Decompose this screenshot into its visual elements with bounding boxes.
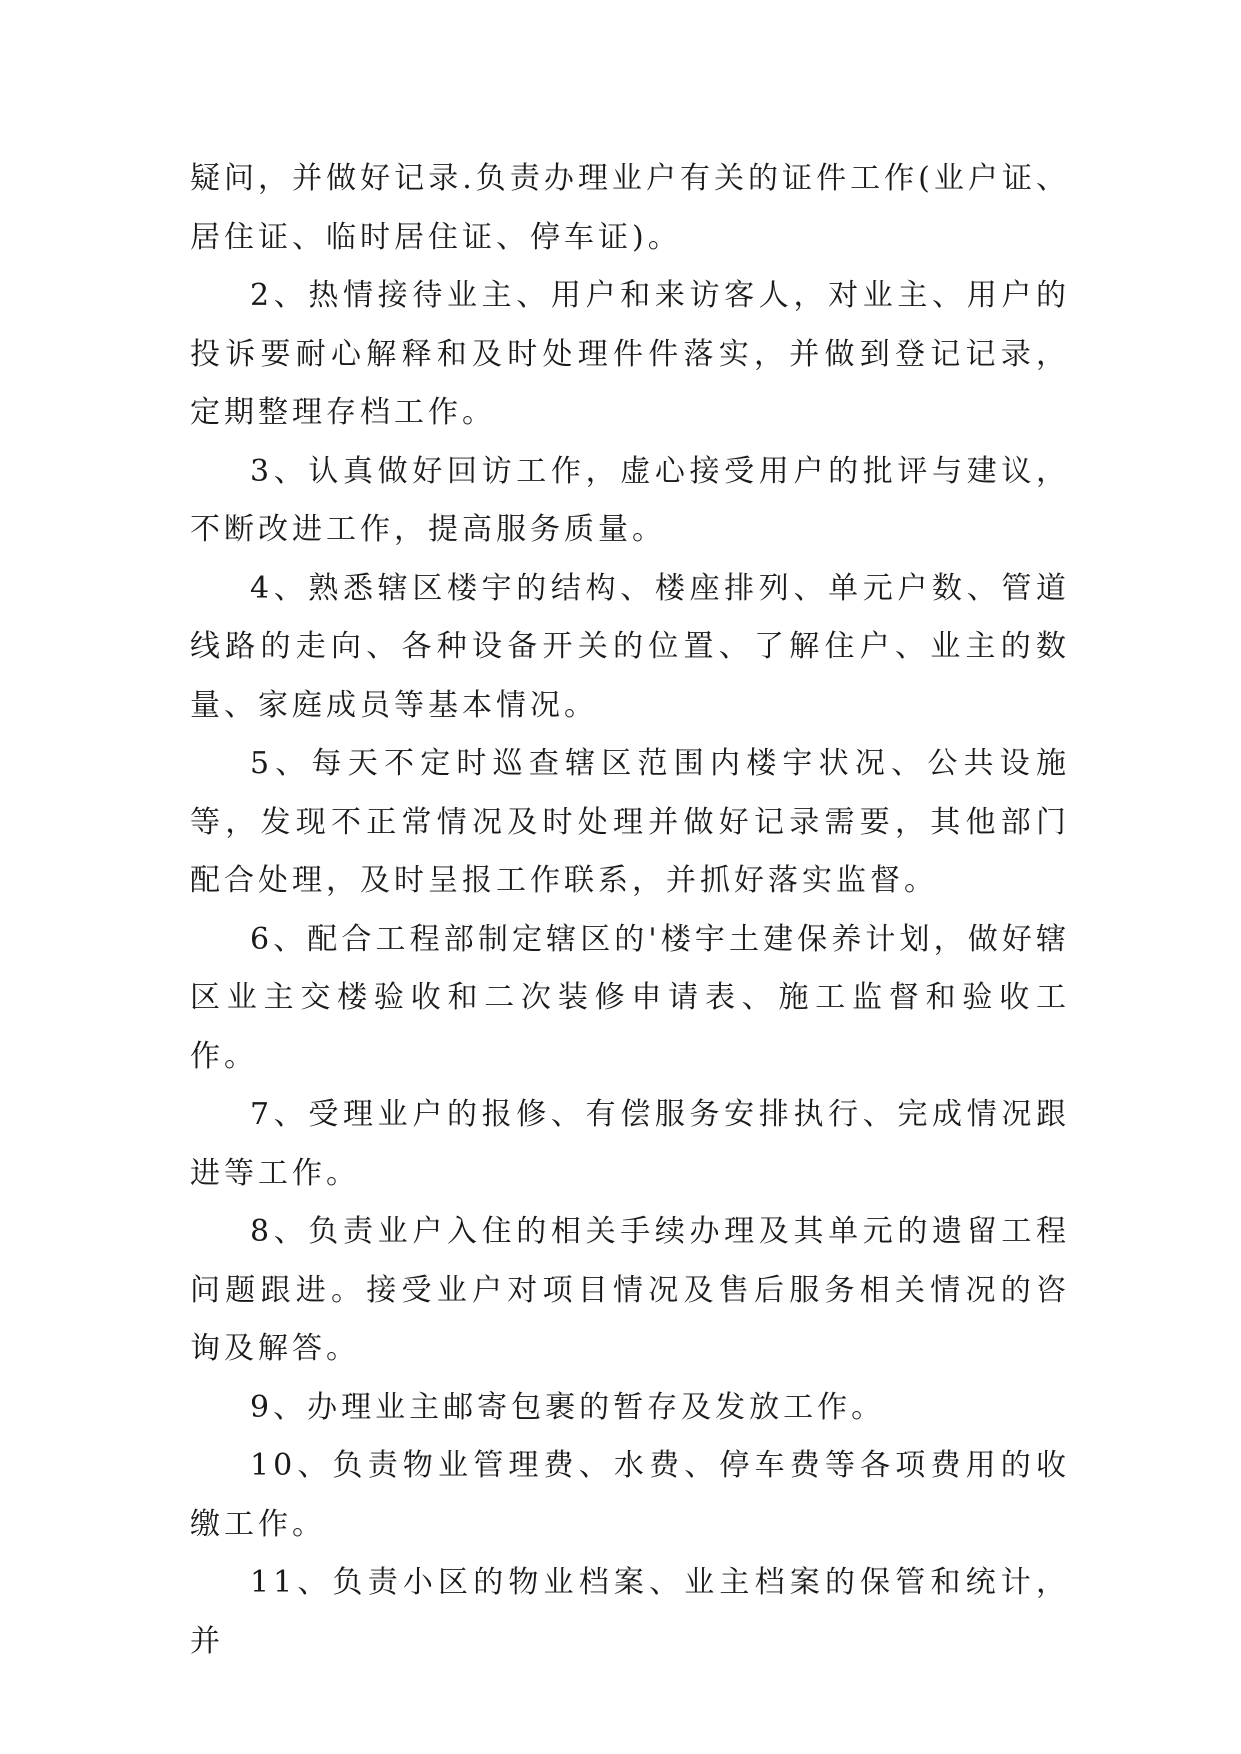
paragraph-item-11: 11、负责小区的物业档案、业主档案的保管和统计，并 bbox=[190, 1565, 1070, 1659]
paragraph-item-9: 9、办理业主邮寄包裹的暂存及发放工作。 bbox=[250, 1389, 886, 1425]
paragraph-continuation: 疑问，并做好记录.负责办理业户有关的证件工作(业户证、居住证、临时居住证、停车证)。 bbox=[190, 161, 1070, 255]
paragraph-item-2: 2、热情接待业主、用户和来访客人，对业主、用户的投诉要耐心解释和及时处理件件落实，并做到登记记录，定期整理存档工作。 bbox=[190, 278, 1070, 430]
paragraph-item-5: 5、每天不定时巡查辖区范围内楼宇状况、公共设施等，发现不正常情况及时处理并做好记录需要，其他部门配合处理，及时呈报工作联系，并抓好落实监督。 bbox=[190, 746, 1070, 898]
document-body bbox=[190, 150, 1070, 1671]
paragraph-item-6: 6、配合工程部制定辖区的'楼宇土建保养计划，做好辖区业主交楼验收和二次装修申请表、施工监督和验收工作。 bbox=[190, 921, 1070, 1074]
paragraph-item-10: 10、负责物业管理费、水费、停车费等各项费用的收缴工作。 bbox=[190, 1448, 1070, 1542]
paragraph-item-7: 7、受理业户的报修、有偿服务安排执行、完成情况跟进等工作。 bbox=[190, 1097, 1070, 1191]
paragraph-item-4: 4、熟悉辖区楼宇的结构、楼座排列、单元户数、管道线路的走向、各种设备开关的位置、了解住户、业主的数量、家庭成员等基本情况。 bbox=[190, 570, 1070, 723]
paragraph-item-3: 3、认真做好回访工作，虚心接受用户的批评与建议，不断改进工作，提高服务质量。 bbox=[190, 453, 1070, 547]
paragraph-item-8: 8、负责业户入住的相关手续办理及其单元的遗留工程问题跟进。接受业户对项目情况及售后服务相关情况的咨询及解答。 bbox=[190, 1214, 1070, 1366]
